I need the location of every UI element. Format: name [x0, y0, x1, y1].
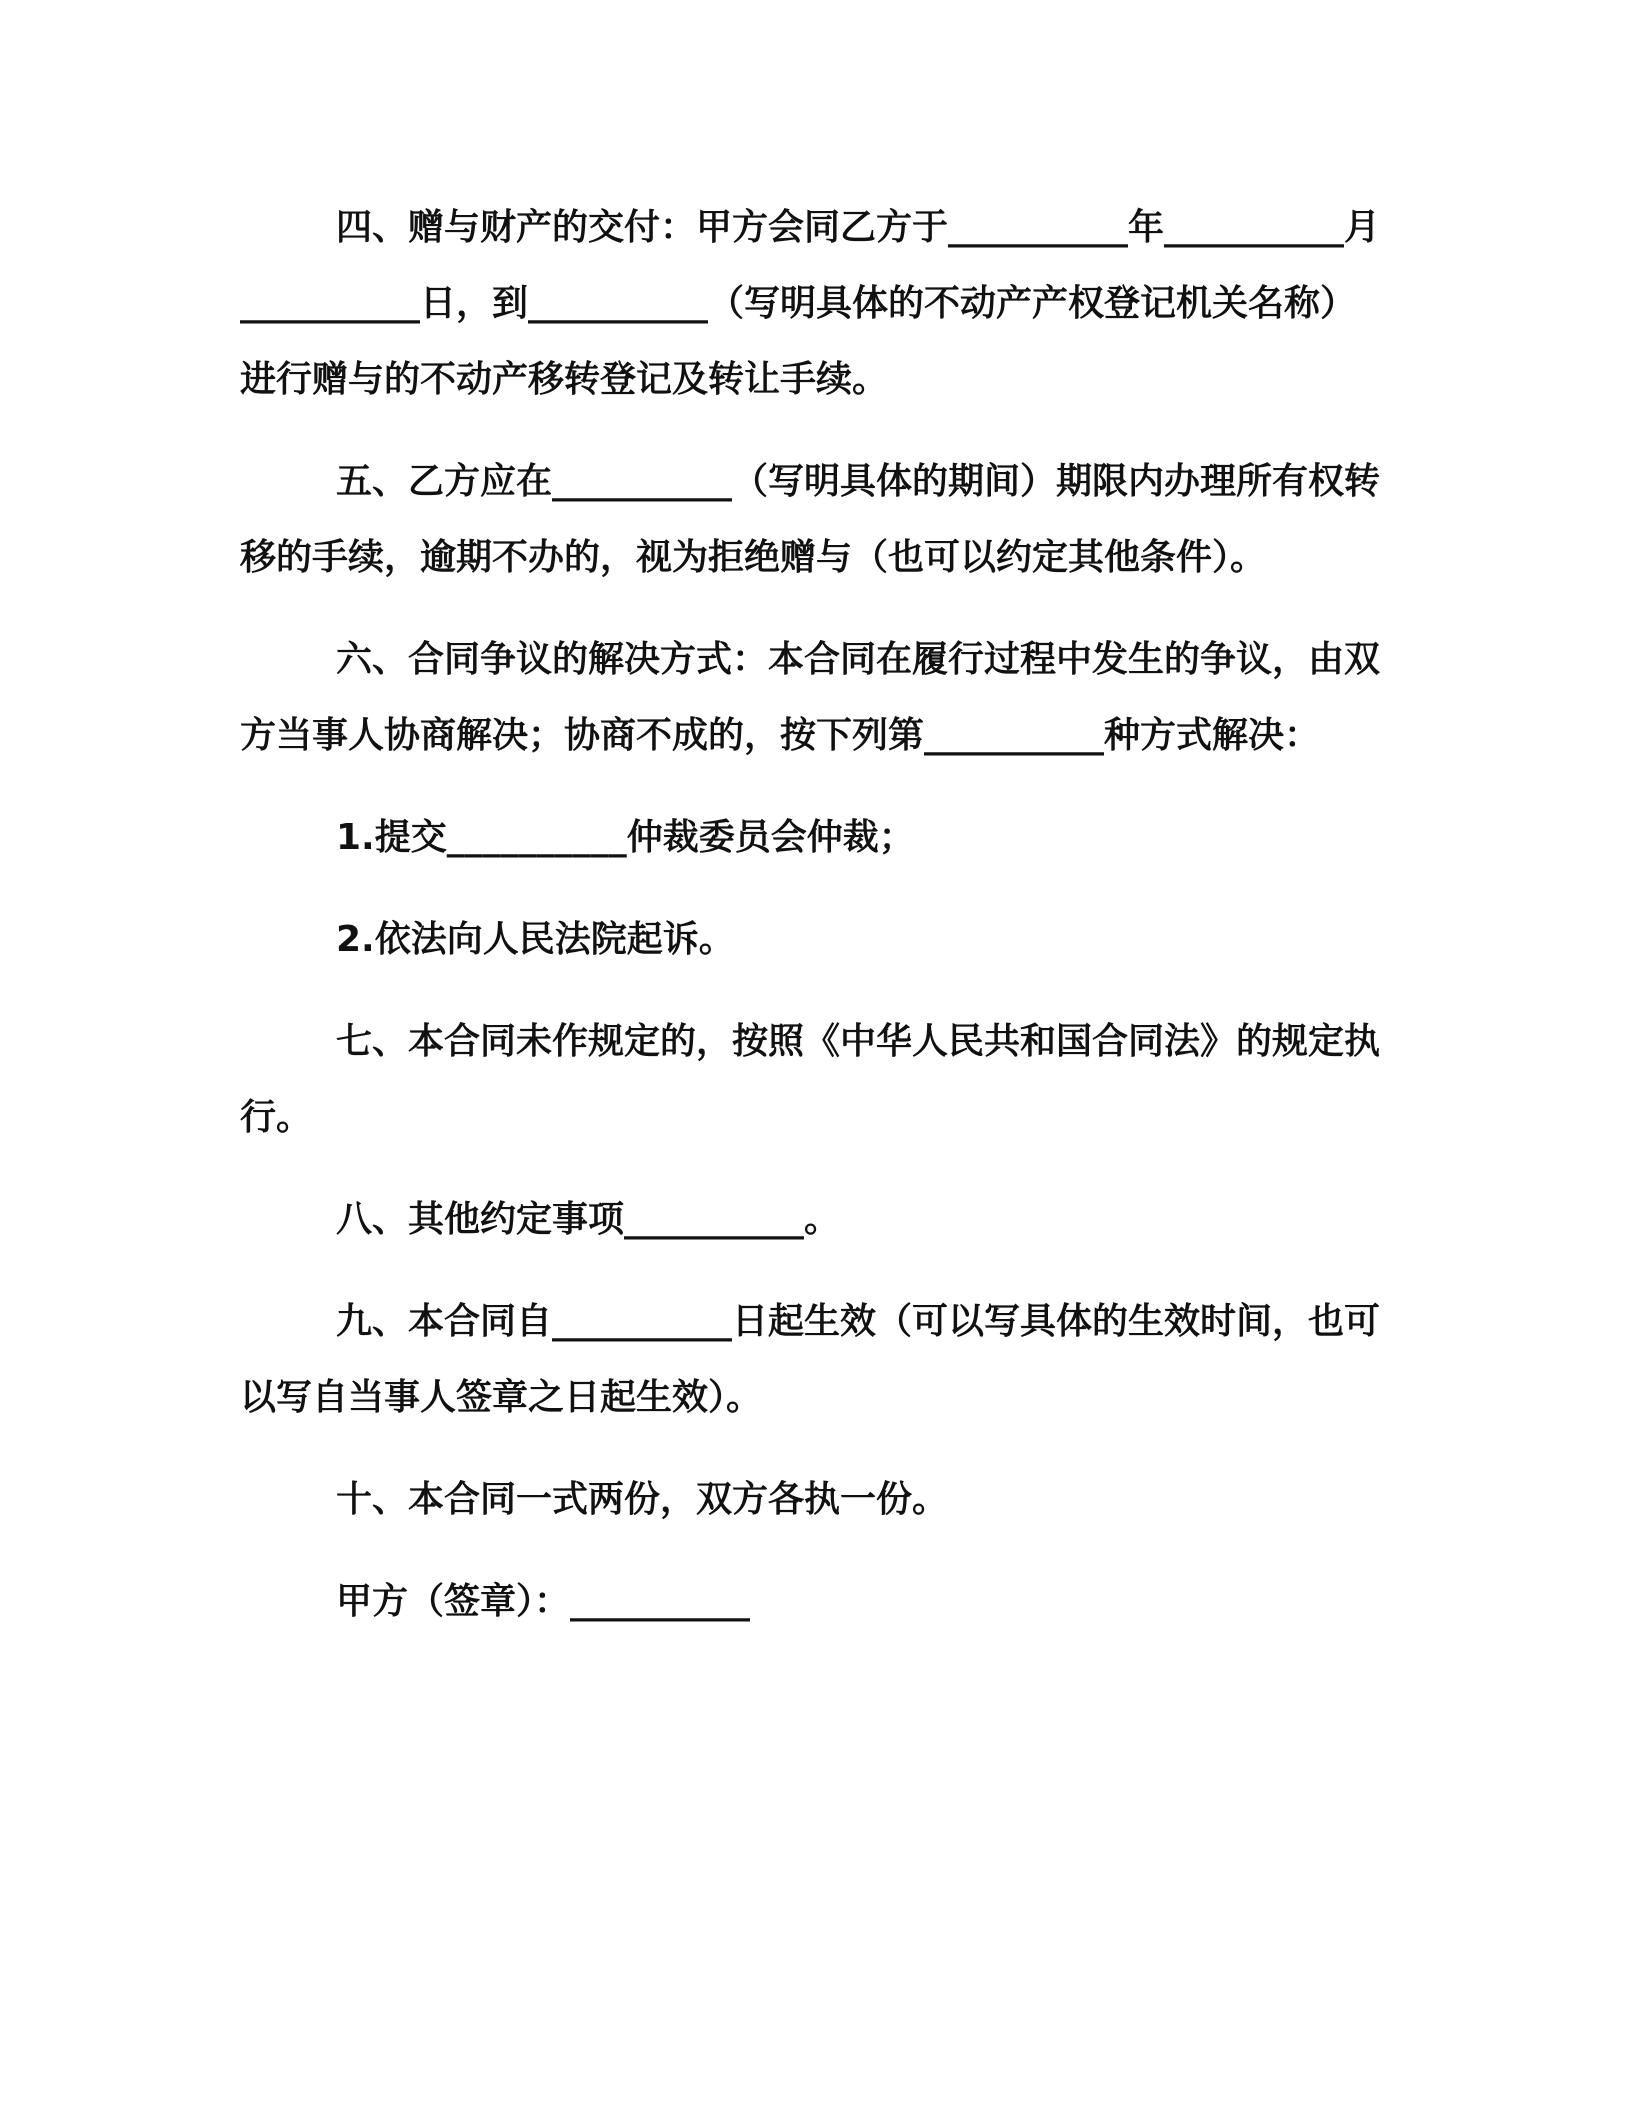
clause-10-paragraph: 十、本合同一式两份，双方各执一份。: [336, 1479, 949, 1520]
clause-6-paragraph: 六、合同争议的解决方式：本合同在履行过程中发生的争议，由双方当事人协商解决；协商不成的，按下列第__________种方式解决：: [240, 639, 1381, 756]
clause-7-paragraph: 七、本合同未作规定的，按照《中华人民共和国合同法》的规定执行。: [240, 1021, 1381, 1138]
clause-5-paragraph: 五、乙方应在__________（写明具体的期间）期限内办理所有权转移的手续，逾期不办的，视为拒绝赠与（也可以约定其他条件）。: [240, 461, 1381, 578]
clause-6-option-2-paragraph: 2.依法向人民法院起诉。: [336, 919, 735, 960]
party-a-signature-line: 甲方（签章）：__________: [336, 1581, 751, 1622]
contract-body: [240, 190, 1380, 1640]
clause-6-option-1-paragraph: 1.提交__________仲裁委员会仲裁；: [336, 817, 915, 858]
clause-9-paragraph: 九、本合同自__________日起生效（可以写具体的生效时间，也可以写自当事人签章之日起生效）。: [240, 1301, 1381, 1418]
clause-4-paragraph: 四、赠与财产的交付：甲方会同乙方于__________年__________月__________日，到__________（写明具体的不动产产权登记机关名称）进行赠与的不动产移转登记及转让手续。: [240, 207, 1381, 400]
clause-8-paragraph: 八、其他约定事项__________。: [336, 1199, 841, 1240]
